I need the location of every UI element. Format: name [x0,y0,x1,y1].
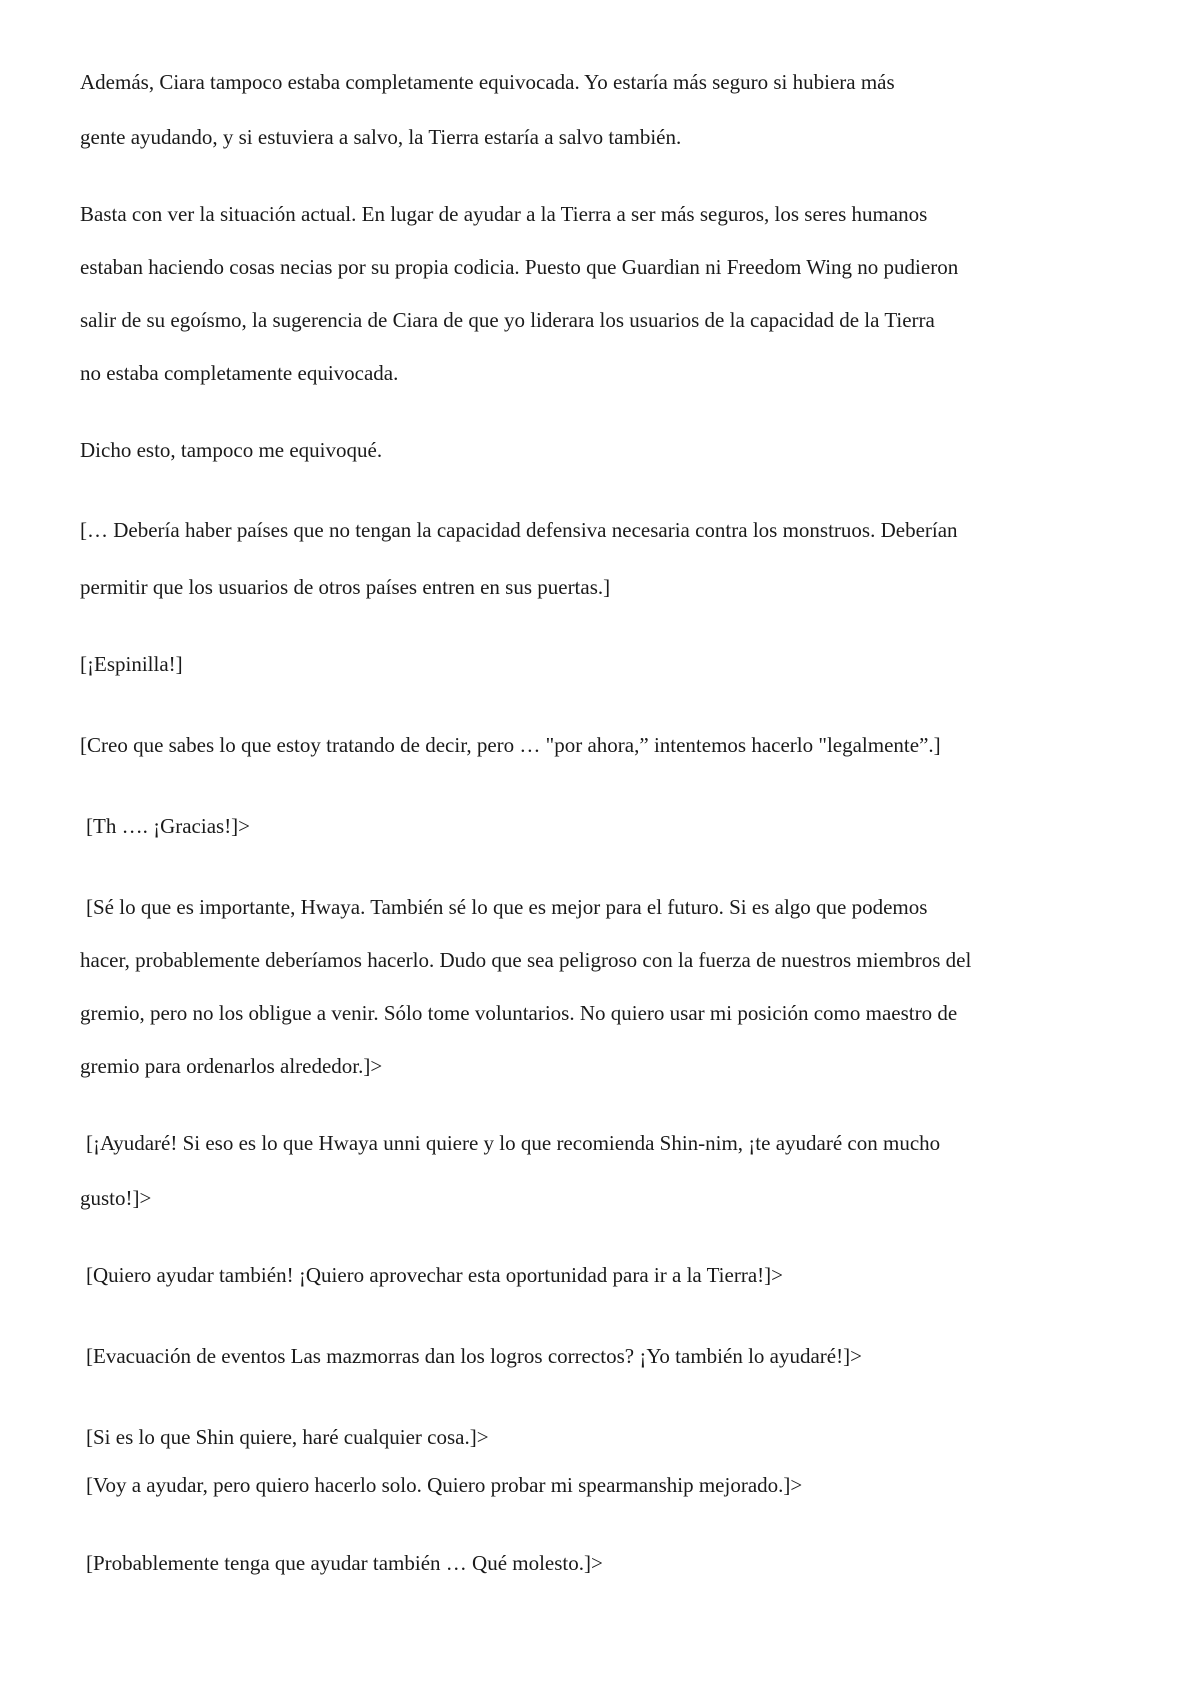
text-line: estaban haciendo cosas necias por su propia codicia. Puesto que Guardian ni Freedom Wing no pudieron [80,255,959,279]
text-line: Además, Ciara tampoco estaba completamente equivocada. Yo estaría más seguro si hubiera más [80,70,895,94]
text-line: [Th …. ¡Gracias!]> [86,814,251,838]
text-line: gusto!]> [80,1186,152,1210]
text-line: [Creo que sabes lo que estoy tratando de decir, pero … "por ahora,” intentemos hacerlo "legalmente”.] [80,733,941,757]
text-line: gente ayudando, y si estuviera a salvo, la Tierra estaría a salvo también. [80,125,682,149]
text-line: [Voy a ayudar, pero quiero hacerlo solo. Quiero probar mi spearmanship mejorado.]> [86,1473,803,1497]
text-line: [Si es lo que Shin quiere, haré cualquier cosa.]> [86,1425,489,1449]
text-line: Basta con ver la situación actual. En lugar de ayudar a la Tierra a ser más seguros, los seres humanos [80,202,928,226]
text-line: [Sé lo que es importante, Hwaya. También sé lo que es mejor para el futuro. Si es algo que podemos [86,895,928,919]
text-line: Dicho esto, tampoco me equivoqué. [80,438,383,462]
text-line: no estaba completamente equivocada. [80,361,399,385]
text-line: [Quiero ayudar también! ¡Quiero aprovechar esta oportunidad para ir a la Tierra!]> [86,1263,783,1287]
text-line: gremio, pero no los obligue a venir. Sólo tome voluntarios. No quiero usar mi posición como maestro de [80,1001,958,1025]
text-line: [¡Espinilla!] [80,652,183,676]
text-line: [¡Ayudaré! Si eso es lo que Hwaya unni quiere y lo que recomienda Shin-nim, ¡te ayudaré con mucho [86,1131,941,1155]
text-line: [Evacuación de eventos Las mazmorras dan los logros correctos? ¡Yo también lo ayudaré!]> [86,1344,862,1368]
text-line: [Probablemente tenga que ayudar también … Qué molesto.]> [86,1551,603,1575]
text-line: [… Debería haber países que no tengan la capacidad defensiva necesaria contra los monstruos. Deberían [80,518,958,542]
text-line: salir de su egoísmo, la sugerencia de Ciara de que yo liderara los usuarios de la capacidad de la Tierra [80,308,935,332]
text-line: gremio para ordenarlos alrededor.]> [80,1054,383,1078]
text-line: permitir que los usuarios de otros países entren en sus puertas.] [80,575,611,599]
text-line: hacer, probablemente deberíamos hacerlo. Dudo que sea peligroso con la fuerza de nuestros miembros del [80,948,972,972]
